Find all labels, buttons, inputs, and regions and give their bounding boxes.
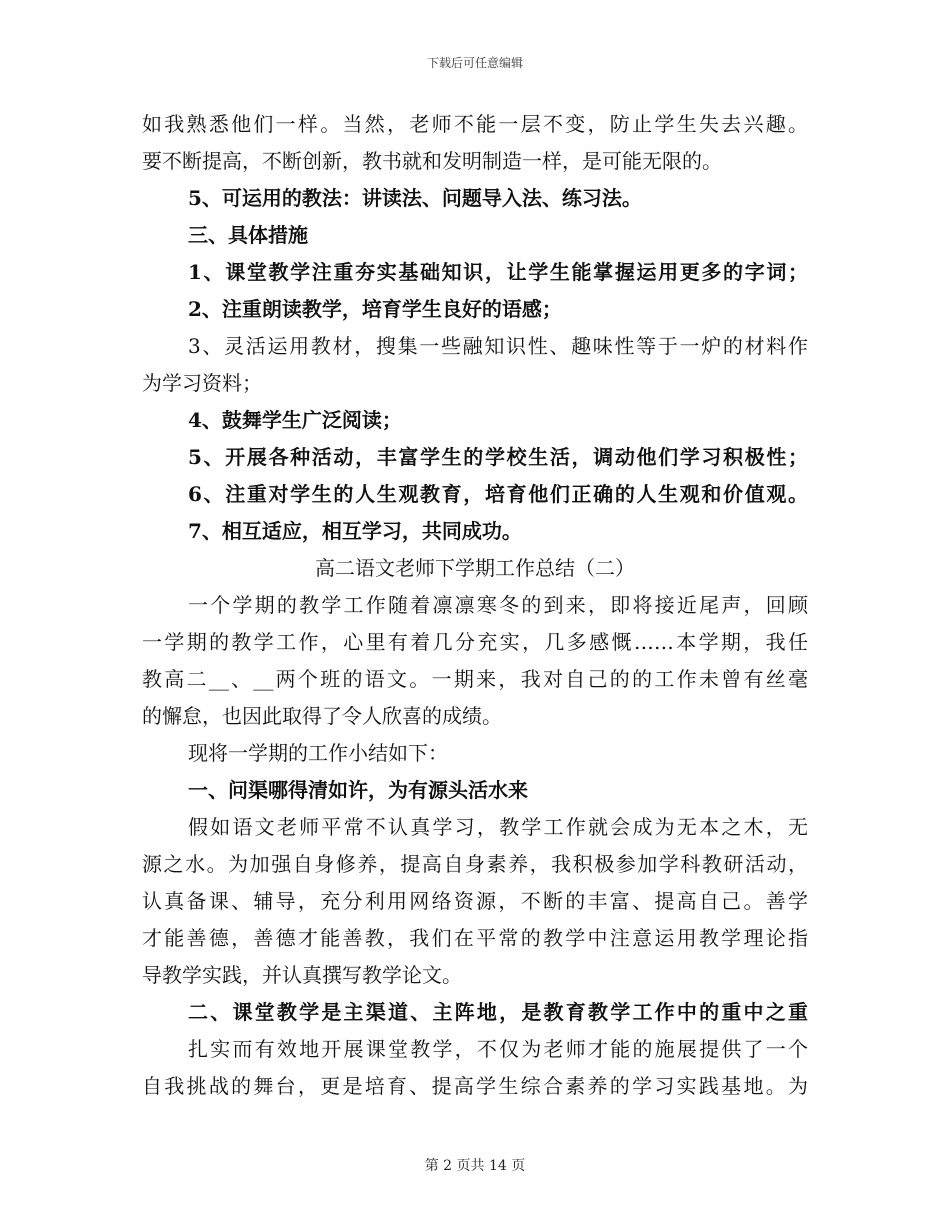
text-line: 一学期的教学工作，心里有着几分充实，几多感慨……本学期，我任 [142,630,808,654]
text-line: 导教学实践，并认真撰写教学论文。 [142,963,462,987]
text-line: 假如语文老师平常不认真学习，教学工作就会成为无本之木，无 [188,815,808,839]
text-line: 才能善德，善德才能善教，我们在平常的教学中注意运用教学理论指 [142,926,808,950]
text-line: 一个学期的教学工作随着凛凛寒冬的到来，即将接近尾声，回顾 [188,593,808,617]
text-line: 4、鼓舞学生广泛阅读； [188,408,402,432]
text-line: 现将一学期的工作小结如下： [188,741,448,765]
text-line: 扎实而有效地开展课堂教学，不仅为老师才能的施展提供了一个 [188,1037,808,1061]
text-line: 1、课堂教学注重夯实基础知识，让学生能掌握运用更多的字词； [188,260,808,284]
text-line: 5、开展各种活动，丰富学生的学校生活，调动他们学习积极性； [188,445,808,469]
text-line: 5、可运用的教法：讲读法、问题导入法、练习法。 [188,186,642,210]
text-line: 二、课堂教学是主渠道、主阵地，是教育教学工作中的重中之重 [188,1000,808,1024]
text-line: 3、灵活运用教材，搜集一些融知识性、趣味性等于一炉的材料作 [188,334,808,358]
document-body [142,106,808,1105]
text-line: 要不断提高，不断创新，教书就和发明制造一样，是可能无限的。 [142,149,722,173]
text-line: 6、注重对学生的人生观教育，培育他们正确的人生观和价值观。 [188,482,808,506]
text-line: 自我挑战的舞台，更是培育、提高学生综合素养的学习实践基地。为 [142,1074,808,1098]
page-footer: 第 2 页共 14 页 [424,1158,526,1174]
section-title: 高二语文老师下学期工作总结（二） [315,556,635,580]
text-line: 一、问渠哪得清如许，为有源头活水来 [188,778,528,802]
text-line: 认真备课、辅导，充分利用网络资源，不断的丰富、提高自己。善学 [142,889,808,913]
text-line: 2、注重朗读教学，培育学生良好的语感； [188,297,562,321]
text-line: 如我熟悉他们一样。当然，老师不能一层不变，防止学生失去兴趣。 [142,112,808,136]
page-header: 下载后可任意编辑 [426,56,523,70]
text-line: 三、具体措施 [188,223,308,247]
text-line: 教高二__、__两个班的语文。一期来，我对自己的的工作未曾有丝毫 [142,667,808,691]
text-line: 源之水。为加强自身修养，提高自身素养，我积极参加学科教研活动， [142,852,808,876]
text-line: 7、相互适应，相互学习，共同成功。 [188,519,522,543]
text-line: 为学习资料； [142,371,262,395]
text-line: 的懈怠，也因此取得了令人欣喜的成绩。 [142,704,502,728]
